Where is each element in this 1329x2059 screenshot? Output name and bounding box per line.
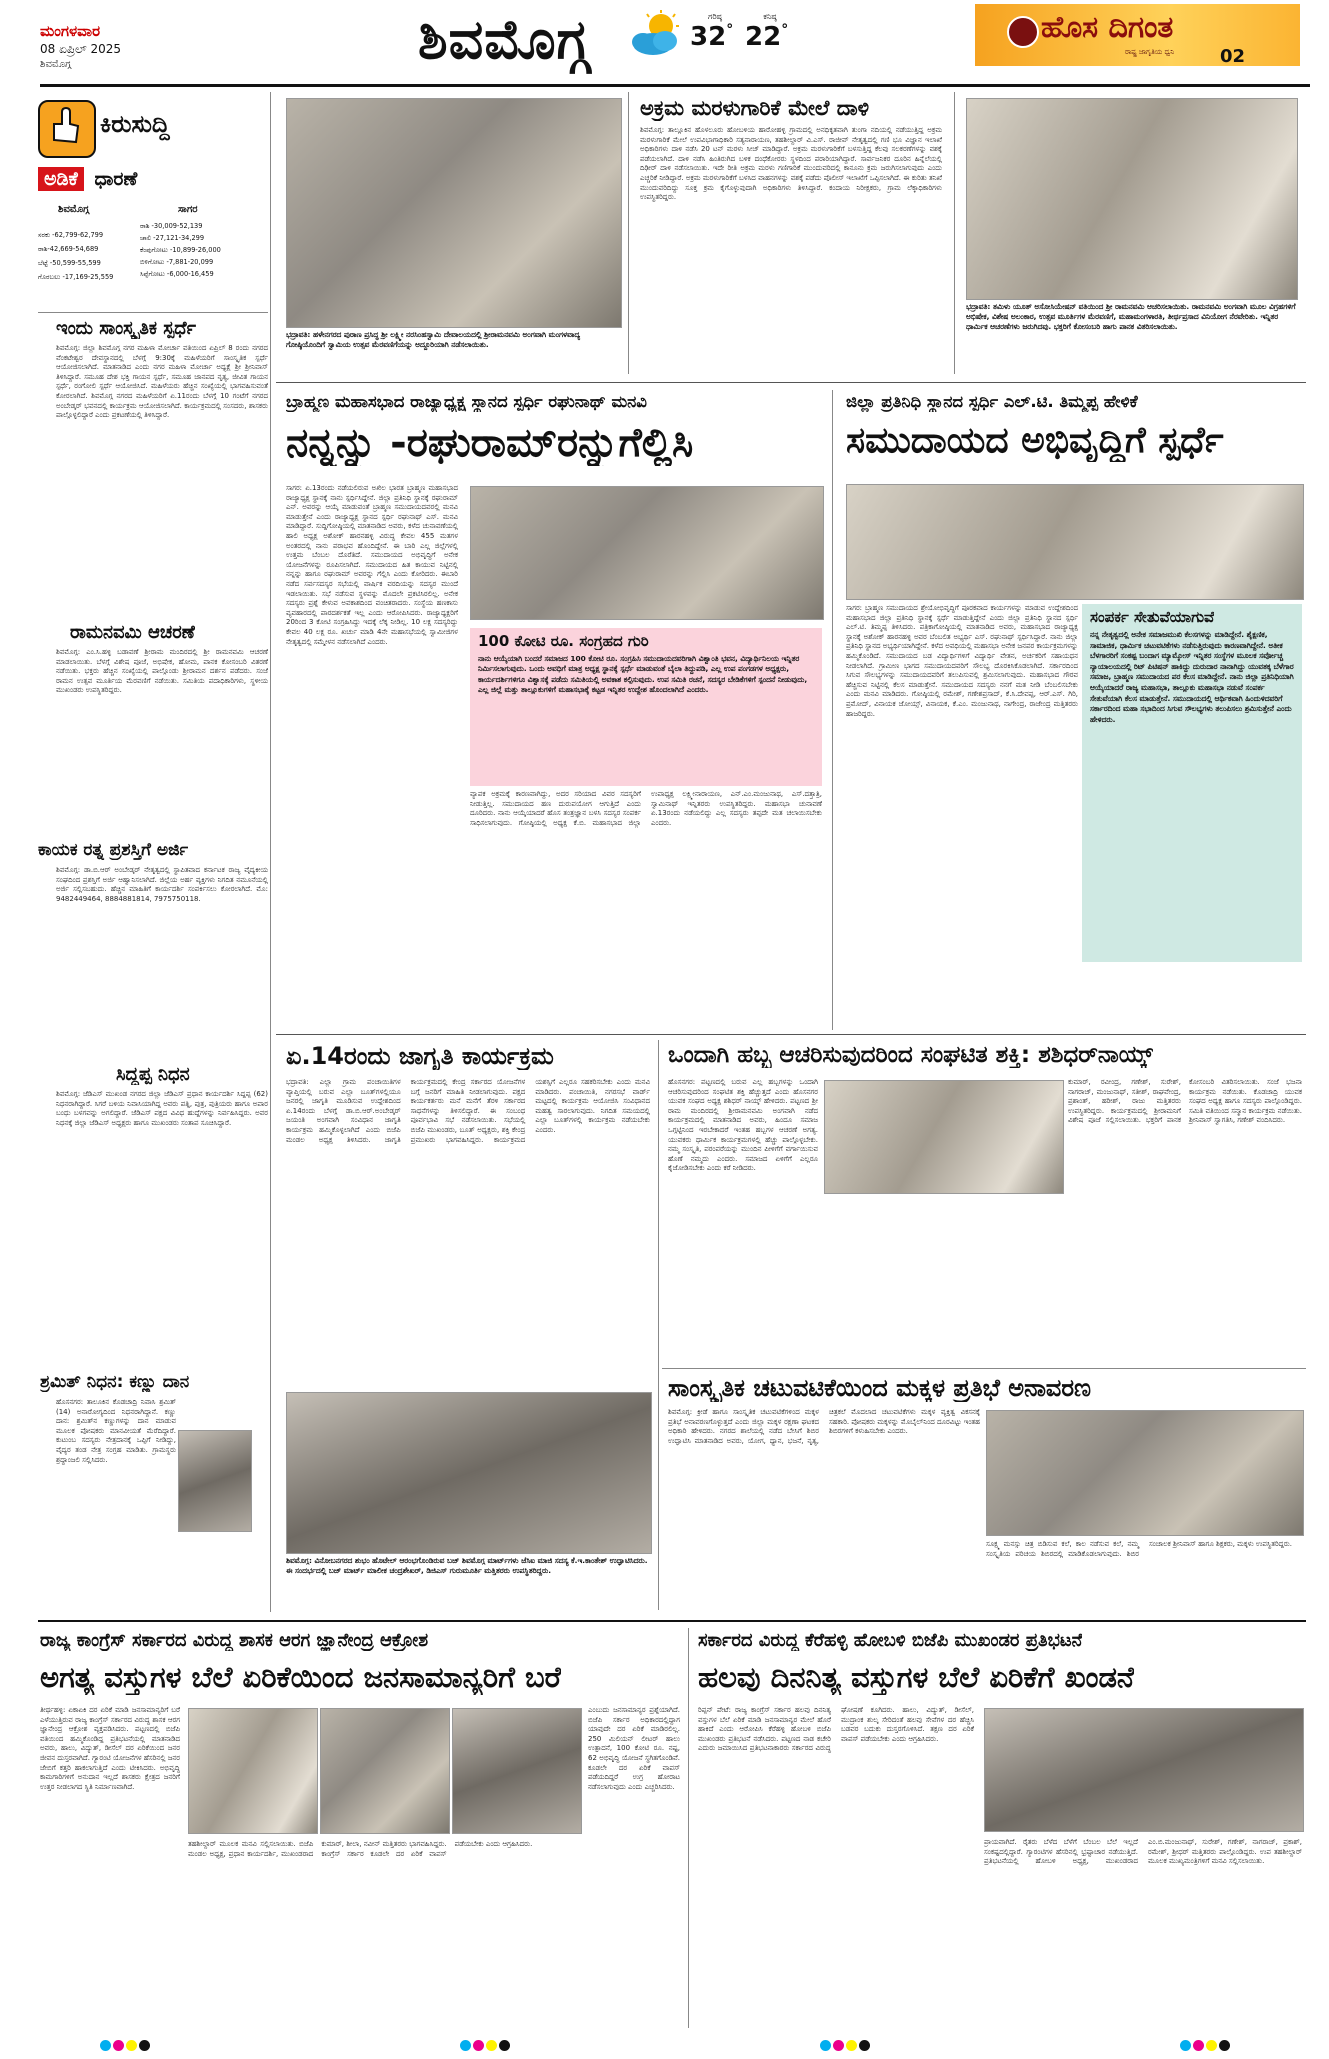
adike-title-b: ಧಾರಣೆ xyxy=(94,168,138,190)
cmyk-dot xyxy=(113,2040,124,2051)
cmyk-dot xyxy=(1180,2040,1191,2051)
bottom-left-kicker: ರಾಜ್ಯ ಕಾಂಗ್ರೆಸ್ ಸರ್ಕಾರದ ವಿರುದ್ಧ ಶಾಸಕ ಆರಗ ಜ್ಞಾನೇಂದ್ರ ಆಕ್ರೋಶ xyxy=(40,1630,429,1651)
city-small-label: ಶಿವಮೊಗ್ಗ xyxy=(40,59,72,70)
min-label: ಕನಿಷ್ಠ xyxy=(763,12,777,21)
habba-headline: ಒಂದಾಗಿ ಹಬ್ಬ ಆಚರಿಸುವುದರಿಂದ ಸಂಘಟಿತ ಶಕ್ತಿ: ಶಶಿಧರ್‌ನಾಯ್ಕ್ xyxy=(668,1042,1153,1068)
top-right-caption: ಭದ್ರಾವತಿ: ತಮಿಳು ಯೂತ್ ಅಸೋಸಿಯೇಷನ್ ವತಿಯಿಂದ ಶ್ರೀ ರಾಮನವಮಿ ಆಚರಿಸಲಾಯಿತು. ರಾಮನವಮಿ ಅಂಗವಾಗಿ ಮೂಲ ವಿಗ್ರಹಗಳಿಗೆ ಅಭಿಷೇಕ, ವಿಶೇಷ ಅಲಂಕಾರ, ಉತ್ಸವ ಮೂರ್ತಿಗಳ ಮೆರವಣಿಗೆ, ಮಹಾಮಂಗಳಾರತಿ, ತೀರ್ಥಪ್ರಸಾದ ವಿನಿಯೋಗ ನೆರವೇರಿತು. ಇನ್ನಿತರ ಧಾರ್ಮಿಕ ಆಚರಣೆಗಳು ಜರುಗಿದವು. ಭಕ್ತರಿಗೆ ಕೋಸಂಬರಿ ಹಾಗು ಪಾನಕ ವಿತರಿಸಲಾಯಿತು. xyxy=(966,302,1296,331)
hand-point-icon xyxy=(38,100,96,158)
adike-title-a: ಅಡಿಕೆ xyxy=(38,167,84,191)
adike-rate-row: ಸಿಪ್ಪೆಗೋಟು -6,000-16,459 xyxy=(140,270,214,278)
adike-rates-box xyxy=(38,168,268,300)
bottom-right-text2: ಪ್ರಾಯವಾಗಿದೆ. ರೈತರು ಬೆಳೆದ ಬೆಳೆಗೆ ಬೆಂಬಲ ಬೆಲೆ ಇಲ್ಲದೆ ಸಂಕಷ್ಟದಲ್ಲಿದ್ದಾರೆ. ಗ್ಯಾರಂಟಿಗಳ ಹೆಸರಿನಲ್ಲಿ ಭ್ರಷ್ಟಾಚಾರ ನಡೆಯುತ್ತಿದೆ. ಪ್ರತಿಭಟನೆಯಲ್ಲಿ ಹೋಬಳಿ ಅಧ್ಯಕ್ಷ, ಮುಖಂಡರಾದ ಎಂ.ಬಿ.ಮಂಜುನಾಥ್, ಸುರೇಶ್, ಗಣೇಶ್, ನಾಗರಾಜ್, ಪ್ರಕಾಶ್, ರಮೇಶ್, ಶ್ರೀಧರ್ ಮತ್ತಿತರರು ಪಾಲ್ಗೊಂಡಿದ್ದರು. ಉಪ ತಹಶೀಲ್ದಾರ್ ಮೂಲಕ ಮುಖ್ಯಮಂತ್ರಿಗಳಿಗೆ ಮನವಿ ಸಲ್ಲಿಸಲಾಯಿತು. xyxy=(984,1838,1302,1866)
habba-text2: ಕುಮಾರ್, ರವೀಂದ್ರ, ಗಣೇಶ್, ಸುರೇಶ್, ನಾಗರಾಜ್, ಮಂಜುನಾಥ್, ಸತೀಶ್, ರಾಘವೇಂದ್ರ, ಪ್ರಶಾಂತ್, ಹರೀಶ್, ರಾಜು ಮತ್ತಿತರರು ಉಪಸ್ಥಿತರಿದ್ದರು. ಕಾರ್ಯಕ್ರಮದಲ್ಲಿ ಶ್ರೀರಾಮನಿಗೆ ವಿಶೇಷ ಪೂಜೆ ಸಲ್ಲಿಸಲಾಯಿತು. ಭಕ್ತರಿಗೆ ಪಾನಕ ಕೋಸಂಬರಿ ವಿತರಿಸಲಾಯಿತು. ಸಂಜೆ ಭಜನಾ ಕಾರ್ಯಕ್ರಮ ನಡೆಯಿತು. ಕೊಡಚಾದ್ರಿ ಯುವಕ ಸಂಘದ ಅಧ್ಯಕ್ಷ ಹಾಗೂ ಸದಸ್ಯರು ಪಾಲ್ಗೊಂಡಿದ್ದರು. ಸಮಿತಿ ವತಿಯಿಂದ ಸನ್ಮಾನ ಕಾರ್ಯಕ್ರಮ ನಡೆಯಿತು. ಶ್ರೀನಿವಾಸ್ ಸ್ವಾಗತಿಸಿ, ಗಣೇಶ್ ವಂದಿಸಿದರು. xyxy=(1068,1078,1302,1125)
masthead-date-block xyxy=(40,22,280,70)
habba-text1: ಹೊಸನಗರ: ಪಟ್ಟಣದಲ್ಲಿ ಬರುವ ಎಲ್ಲ ಹಬ್ಬಗಳನ್ನು ಒಂದಾಗಿ ಆಚರಿಸುವುದರಿಂದ ಸಂಘಟಿತ ಶಕ್ತಿ ಹೆಚ್ಚುತ್ತದೆ ಎಂದು ಹೊಸನಗರ ಯುವಕ ಸಂಘದ ಅಧ್ಯಕ್ಷ ಶಶಿಧರ್ ನಾಯ್ಕ್ ಹೇಳಿದರು. ಪಟ್ಟಣದ ಶ್ರೀ ರಾಮ ಮಂದಿರದಲ್ಲಿ ಶ್ರೀರಾಮನವಮಿ ಅಂಗವಾಗಿ ನಡೆದ ಕಾರ್ಯಕ್ರಮದಲ್ಲಿ ಮಾತನಾಡಿದ ಅವರು, ಹಿಂದೂ ಸಮಾಜ ಒಗ್ಗಟ್ಟಿನಿಂದ ಇರಬೇಕಾದರೆ ಇಂತಹ ಹಬ್ಬಗಳ ಆಚರಣೆ ಅಗತ್ಯ. ಯುವಕರು ಧಾರ್ಮಿಕ ಕಾರ್ಯಕ್ರಮಗಳಲ್ಲಿ ಹೆಚ್ಚು ಪಾಲ್ಗೊಳ್ಳಬೇಕು. ನಮ್ಮ ಸಂಸ್ಕೃತಿ, ಪರಂಪರೆಯನ್ನು ಮುಂದಿನ ಪೀಳಿಗೆಗೆ ವರ್ಗಾಯಿಸುವ ಹೊಣೆ ನಮ್ಮದು ಎಂದರು. ಸಮಾಜದ ಏಳಿಗೆಗೆ ಎಲ್ಲರೂ ಕೈಜೋಡಿಸಬೇಕು ಎಂದು ಕರೆ ನೀಡಿದರು. xyxy=(668,1078,818,1173)
aragajnanendra-protest-photo-3 xyxy=(452,1708,582,1834)
raghu-text2: ವ್ಯಾಪಕ ಅಕ್ರಮಕ್ಕೆ ಕಾರಣವಾಗಿದ್ದು, ಅದರ ಸರಿಯಾದ ವಿವರ ಸದಸ್ಯರಿಗೆ ನೀಡುತ್ತಿಲ್ಲ. ಸಮುದಾಯದ ಹಣ ದುರುಪಯೋಗ ಆಗುತ್ತಿದೆ ಎಂದು ದೂರಿದರು. ನಾನು ಆಯ್ಕೆಯಾದರೆ ಹೊಸ ತಂತ್ರಜ್ಞಾನ ಬಳಸಿ ಸದಸ್ಯರ ಸಂಪರ್ಕ ಸಾಧಿಸಲಾಗುವುದು. ಗೋಷ್ಠಿಯಲ್ಲಿ ಅಧ್ಯಕ್ಷ ಕೆ.ಬಿ. ಮಹಾಸಭಾದ ಜಿಲ್ಲಾ ಉಪಾಧ್ಯಕ್ಷ ಲಕ್ಷ್ಮೀನಾರಾಯಣ, ಎನ್.ಎಂ.ಮಂಜುನಾಥ, ಎಸ್.ದತ್ತಾತ್ರಿ, ಸ್ವಾಮಿನಾಥ್ ಇನ್ನಿತರರು ಉಪಸ್ಥಿತರಿದ್ದರು. ಮಹಾಸಭಾ ಚುನಾವಣೆ ಏ.13ರಂದು ನಡೆಯಲಿದ್ದು ಎಲ್ಲ ಸದಸ್ಯರು ತಪ್ಪದೇ ಮತ ಚಲಾಯಿಸಬೇಕು ಎಂದರು. xyxy=(470,790,822,827)
raghu-press-meet-photo xyxy=(470,486,824,620)
min-temp: 22 xyxy=(745,22,782,52)
adike-rate-row: ಕೆಂಪುಗೋಟು -10,899-26,000 xyxy=(140,246,221,254)
buzz-mart-inauguration-photo xyxy=(286,1392,652,1554)
bottom-right-kicker: ಸರ್ಕಾರದ ವಿರುದ್ಧ ಕೆರೆಹಳ್ಳಿ ಹೋಬಳಿ ಬಿಜೆಪಿ ಮುಖಂಡರ ಪ್ರತಿಭಟನೆ xyxy=(698,1630,1083,1651)
bottom-left-text2: ತಹಶೀಲ್ದಾರ್ ಮೂಲಕ ಮನವಿ ಸಲ್ಲಿಸಲಾಯಿತು. ಬಿಜೆಪಿ ಮಂಡಲ ಅಧ್ಯಕ್ಷ, ಪ್ರಧಾನ ಕಾರ್ಯದರ್ಶಿ, ಮುಖಂಡರಾದ ಕುಮಾರ್, ಶೀಲಾ, ನವೀನ್ ಮತ್ತಿತರರು ಭಾಗವಹಿಸಿದ್ದರು. ಕಾಂಗ್ರೆಸ್ ಸರ್ಕಾರ ಕೂಡಲೇ ದರ ಏರಿಕೆ ವಾಪಸ್ ಪಡೆಯಬೇಕು ಎಂದು ಆಗ್ರಹಿಸಿದರು. xyxy=(188,1840,533,1858)
raghu-highlight-box xyxy=(470,628,822,786)
adike-rate-row: ಗೊರಬಲು -17,169-25,559 xyxy=(38,273,114,281)
paper-tagline: ರಾಷ್ಟ್ರ ಜಾಗೃತಿಯ ಧ್ವನಿ xyxy=(1125,48,1175,56)
adike-right-rates xyxy=(140,220,270,280)
bottom-right-text1: ರಿಪ್ಪನ್ ಪೇಟೆ: ರಾಜ್ಯ ಕಾಂಗ್ರೆಸ್ ಸರ್ಕಾರ ಹಲವು ದಿನನಿತ್ಯ ವಸ್ತುಗಳ ಬೆಲೆ ಏರಿಕೆ ಮಾಡಿ ಜನಸಾಮಾನ್ಯರ ಮೇಲೆ ಹೊರೆ ಹಾಕಿದೆ ಎಂದು ಆರೋಪಿಸಿ ಕೆರೆಹಳ್ಳಿ ಹೋಬಳಿ ಬಿಜೆಪಿ ಮುಖಂಡರು ಪ್ರತಿಭಟನೆ ನಡೆಸಿದರು. ಪಟ್ಟಣದ ನಾಡ ಕಚೇರಿ ಎದುರು ಜಮಾಯಿಸಿದ ಪ್ರತಿಭಟನಾಕಾರರು ಸರ್ಕಾರದ ವಿರುದ್ಧ ಘೋಷಣೆ ಕೂಗಿದರು. ಹಾಲು, ವಿದ್ಯುತ್, ಡೀಸೆಲ್, ಮುದ್ರಾಂಕ ಶುಲ್ಕ ಸೇರಿದಂತೆ ಹಲವು ಸೇವೆಗಳ ದರ ಹೆಚ್ಚಿಸಿ ಬಡವರ ಬದುಕು ದುಸ್ತರಗೊಳಿಸಿದೆ. ತಕ್ಷಣ ದರ ಏರಿಕೆ ವಾಪಸ್ ಪಡೆಯಬೇಕು ಎಂದು ಆಗ್ರಹಿಸಿದರು. xyxy=(698,1706,974,1753)
akrama-text: ಶಿವಮೊಗ್ಗ: ತಾಲ್ಲೂಕಿನ ಹೊಳಲೂರು ಹೋಬಳಿಯ ಹಾರೋಹಳ್ಳಿ ಗ್ರಾಮದಲ್ಲಿ ಅನಧಿಕೃತವಾಗಿ ತುಂಗಾ ನದಿಯಲ್ಲಿ ನಡೆಯುತ್ತಿದ್ದ ಅಕ್ರಮ ಮರಳುಗಾರಿಕೆ ಮೇಲೆ ಉಪವಿಭಾಗಾಧಿಕಾರಿ ಸತ್ಯನಾರಾಯಣ, ತಹಶೀಲ್ದಾರ್ ವಿ.ಎಸ್. ರಾಜೀವ್ ನೇತೃತ್ವದಲ್ಲಿ ಗಣಿ ಭೂ ವಿಜ್ಞಾನ ಇಲಾಖೆ ಅಧಿಕಾರಿಗಳು ದಾಳಿ ನಡೆಸಿ 20 ಟನ್ ಮರಳು ಸೀಜ್ ಮಾಡಿದ್ದಾರೆ. ಅಕ್ರಮ ಮರಳುಗಾರಿಕೆಗೆ ಬಳಸುತ್ತಿದ್ದ ಕೆಲವು ಸಲಕರಣೆಗಳನ್ನು ವಶಕ್ಕೆ ಪಡೆಯಲಾಗಿದೆ. ದಾಳಿ ನಡೆಸಿ ಹಿಂತಿರುಗಿದ ಬಳಿಕ ದಂಧೆಕೋರರು ಸ್ಥಳದಿಂದ ಪರಾರಿಯಾಗಿದ್ದಾರೆ. ಸಾರ್ವಜನಿಕರ ದೂರಿನ ಹಿನ್ನೆಲೆಯಲ್ಲಿ ದಿಢೀರ್ ದಾಳಿ ನಡೆಸಲಾಯಿತು. ಇದೇ ರೀತಿ ಅಕ್ರಮ ಮರಳು ಗಣಿಗಾರಿಕೆ ಮುಂದುವರಿದಲ್ಲಿ ಕಾನೂನು ಕ್ರಮ ಜರುಗಿಸಲಾಗುವುದು ಎಂದು ಎಚ್ಚರಿಕೆ ನೀಡಿದ್ದಾರೆ. ಅಕ್ರಮ ಮರಳುಗಾರಿಕೆಗೆ ಬಳಸಿದ ವಾಹನಗಳನ್ನು ವಶಕ್ಕೆ ಪಡೆದು ಪೊಲೀಸ್ ಇಲಾಖೆಗೆ ಒಪ್ಪಿಸಲಾಗಿದೆ. ಈ ಕುರಿತು ತನಿಖೆ ಮುಂದುವರಿದಿದ್ದು ಸೂಕ್ತ ಕ್ರಮ ಕೈಗೊಳ್ಳುವುದಾಗಿ ಅಧಿಕಾರಿಗಳು ತಿಳಿಸಿದ್ದಾರೆ. ಕಂದಾಯ ನಿರೀಕ್ಷಕರು, ಗ್ರಾಮ ಲೆಕ್ಕಾಧಿಕಾರಿಗಳು ಉಪಸ್ಥಿತರಿದ್ದರು. xyxy=(640,126,942,202)
cmyk-dot xyxy=(833,2040,844,2051)
page-number: 02 xyxy=(1220,46,1246,67)
raghu-text1: ಸಾಗರ: ಏ.13ರಂದು ನಡೆಯಲಿರುವ ಅಖಿಲ ಭಾರತ ಬ್ರಾಹ್ಮಣ ಮಹಾಸಭಾದ ರಾಜ್ಯಾಧ್ಯಕ್ಷ ಸ್ಥಾನಕ್ಕೆ ನಾನು ಸ್ಪರ್ಧಿಸಿದ್ದೇನೆ. ಜಿಲ್ಲಾ ಪ್ರತಿನಿಧಿ ಸ್ಥಾನಕ್ಕೆ ರಘುರಾಮ್ ಎನ್. ಅವರನ್ನು ಆಯ್ಕೆ ಮಾಡುವಂತೆ ಬ್ರಾಹ್ಮಣ ಸಮುದಾಯದವರಲ್ಲಿ ಮನವಿ ಮಾಡುತ್ತೇನೆ ಎಂದು ರಾಜ್ಯಾಧ್ಯಕ್ಷ ಸ್ಥಾನದ ಸ್ಪರ್ಧಿ ರಘುನಾಥ್ ಎಸ್. ಮನವಿ ಮಾಡಿದ್ದಾರೆ. ಸುದ್ದಿಗೋಷ್ಠಿಯಲ್ಲಿ ಮಾತನಾಡಿದ ಅವರು, ಕಳೆದ ಚುನಾವಣೆಯಲ್ಲಿ ಹಾಲಿ ಅಧ್ಯಕ್ಷ ಅಶೋಕ್ ಹಾರನಹಳ್ಳಿ ವಿರುದ್ಧ ಕೇವಲ 455 ಮತಗಳ ಅಂತರದಲ್ಲಿ ನಾನು ಪರಾಭವ ಹೊಂದಿದ್ದೇನೆ. ಈ ಬಾರಿ ಎಲ್ಲ ಜಿಲ್ಲೆಗಳಲ್ಲಿ ಉತ್ತಮ ಬೆಂಬಲ ದೊರೆತಿದೆ. ಸಮುದಾಯದ ಅಭಿವೃದ್ಧಿಗೆ ಅನೇಕ ಯೋಜನೆಗಳನ್ನು ರೂಪಿಸಲಾಗಿದೆ. ಸಮುದಾಯದ ಹಿತ ಕಾಯುವ ನಿಟ್ಟಿನಲ್ಲಿ ನನ್ನನ್ನು ಹಾಗೂ ರಘುರಾಮ್ ಅವರನ್ನು ಗೆಲ್ಲಿಸಿ ಎಂದು ಕೋರಿದರು. ಈಬಾರಿ ನಡೆದ ಸರ್ವಸದಸ್ಯರ ಸಭೆಯಲ್ಲಿ ವಾರ್ಷಿಕ ವರದಿಯನ್ನು ಸದಸ್ಯರ ಮುಂದೆ ಇಡಲಾಯಿತು. ಸಭೆ ನಡೆಸುವ ಸ್ಥಳವನ್ನು ಮೊದಲೇ ಪ್ರಕಟಿಸಿರಲಿಲ್ಲ. ಅನೇಕ ಸದಸ್ಯರು ಪ್ರಶ್ನೆ ಕೇಳುವ ಅವಕಾಶದಿಂದ ವಂಚಿತರಾದರು. ಸಂಸ್ಥೆಯ ಹಣಕಾಸು ವ್ಯವಹಾರದಲ್ಲಿ ಪಾರದರ್ಶಕತೆ ಇಲ್ಲ ಎಂದು ಆರೋಪಿಸಿದರು. ರಾಜ್ಯಾಧ್ಯಕ್ಷರಿಗೆ 20ರಿಂದ 3 ಕೋಟಿ ಸಂಗ್ರಹಿಸಿದ್ದು ಇದಕ್ಕೆ ಲೆಕ್ಕ ನೀಡಿಲ್ಲ. 10 ಲಕ್ಷ ಸದಸ್ಯರಿದ್ದು ಕೇವಲ 40 ಲಕ್ಷ ರೂ. ಖರ್ಚು ಮಾಡಿ 4ನೇ ಮಹಾಸಭೆಯಲ್ಲಿ ಸ್ವಾಮೀಜಿಗಳ ನೇತೃತ್ವದಲ್ಲಿ ಸಮ್ಮೇಳನ ನಡೆಸಲಾಗಿದೆ ಎಂದರು. xyxy=(286,484,458,646)
adike-col1: ಶಿವಮೊಗ್ಗ xyxy=(58,204,90,215)
jagruti-text: ಭದ್ರಾವತಿ: ಎಲ್ಲಾ ಗ್ರಾಮ ಪಂಚಾಯಿತಿಗಳ ವ್ಯಾಪ್ತಿಯಲ್ಲಿ ಬರುವ ಎಲ್ಲಾ ಬೂತ್‌ಗಳಲ್ಲಿಯೂ ಜನರಲ್ಲಿ ಜಾಗೃತಿ ಮೂಡಿಸುವ ಉದ್ದೇಶದಿಂದ ಏ.14ರಂದು ಬೆಳಗ್ಗೆ ಡಾ.ಬಿ.ಆರ್.ಅಂಬೇಡ್ಕರ್ ಜಯಂತಿ ಅಂಗವಾಗಿ ಸಂವಿಧಾನ ಜಾಗೃತಿ ಕಾರ್ಯಕ್ರಮ ಹಮ್ಮಿಕೊಳ್ಳಲಾಗಿದೆ ಎಂದು ಬಿಜೆಪಿ ಮಂಡಲ ಅಧ್ಯಕ್ಷ ತಿಳಿಸಿದರು. ಜಾಗೃತಿ ಕಾರ್ಯಕ್ರಮದಲ್ಲಿ ಕೇಂದ್ರ ಸರ್ಕಾರದ ಯೋಜನೆಗಳ ಬಗ್ಗೆ ಜನರಿಗೆ ಮಾಹಿತಿ ನೀಡಲಾಗುವುದು. ಪಕ್ಷದ ಕಾರ್ಯಕರ್ತರು ಮನೆ ಮನೆಗೆ ತೆರಳಿ ಸರ್ಕಾರದ ಸಾಧನೆಗಳನ್ನು ತಿಳಿಸಲಿದ್ದಾರೆ. ಈ ಸಂಬಂಧ ಪೂರ್ವಭಾವಿ ಸಭೆ ನಡೆಸಲಾಯಿತು. ಸಭೆಯಲ್ಲಿ ಬಿಜೆಪಿ ಮುಖಂಡರು, ಬೂತ್ ಅಧ್ಯಕ್ಷರು, ಶಕ್ತಿ ಕೇಂದ್ರ ಪ್ರಮುಖರು ಭಾಗವಹಿಸಿದ್ದರು. ಕಾರ್ಯಕ್ರಮದ ಯಶಸ್ಸಿಗೆ ಎಲ್ಲರೂ ಸಹಕರಿಸಬೇಕು ಎಂದು ಮನವಿ ಮಾಡಿದರು. ಪಂಚಾಯಿತಿ, ನಗರಸಭೆ ವಾರ್ಡ್ ಮಟ್ಟದಲ್ಲಿ ಕಾರ್ಯಕ್ರಮ ಆಯೋಜಿಸಿ ಸಂವಿಧಾನದ ಮಹತ್ವ ಸಾರಲಾಗುವುದು. ನಿಗದಿತ ಸಮಯದಲ್ಲಿ ಎಲ್ಲಾ ಬೂತ್‌ಗಳಲ್ಲಿ ಕಾರ್ಯಕ್ರಮ ನಡೆಯಬೇಕು ಎಂದರು. xyxy=(286,1078,650,1144)
temple-procession-photo xyxy=(286,98,622,328)
jagruti-headline: ಏ.14ರಂದು ಜಾಗೃತಿ ಕಾರ್ಯಕ್ರಮ xyxy=(286,1042,554,1070)
cmyk-dot xyxy=(1206,2040,1217,2051)
masthead xyxy=(0,0,1329,82)
sanskruti-headline: ಸಾಂಸ್ಕೃತಿಕ ಚಟುವಟಿಕೆಯಿಂದ ಮಕ್ಕಳ ಪ್ರತಿಭೆ ಅನಾವರಣ xyxy=(668,1374,1092,1402)
children-camp-photo xyxy=(986,1410,1304,1536)
raghu-kicker: ಬ್ರಾಹ್ಮಣ ಮಹಾಸಭಾದ ರಾಜ್ಯಾಧ್ಯಕ್ಷ ಸ್ಥಾನದ ಸ್ಪರ್ಧಿ ರಘುನಾಥ್ ಮನವಿ xyxy=(286,392,647,411)
sidebar-h4: ಸಿದ್ದಪ್ಪ ನಿಧನ xyxy=(116,1064,190,1085)
aragajnanendra-protest-photo-2 xyxy=(320,1708,450,1834)
cmyk-dot xyxy=(486,2040,497,2051)
masthead-city-title: ಶಿವಮೊಗ್ಗ xyxy=(418,8,590,71)
sidebar-h3: ಕಾಯಕ ರತ್ನ ಪ್ರಶಸ್ತಿಗೆ ಅರ್ಜಿ xyxy=(38,840,189,860)
sidebar-t5-a: ಹೊಸನಗರ: ತಾಲೂಕಿನ ಕೊಡಚಾದ್ರಿ ನಿವಾಸಿ ಶ್ರಮಿತ್ (14) ಅನಾರೋಗ್ಯದಿಂದ ನಿಧನರಾಗಿದ್ದಾನೆ. ಕಣ್ಣು ದಾನ: ಶ್ರಮಿತ್‌ನ ಕಣ್ಣುಗಳನ್ನು ದಾನ ಮಾಡುವ ಮೂಲಕ ಪೋಷಕರು ಮಾನವೀಯತೆ ಮೆರೆದಿದ್ದಾರೆ. ಕುಟುಂಬ ಸದಸ್ಯರು ನೇತ್ರದಾನಕ್ಕೆ ಒಪ್ಪಿಗೆ ನೀಡಿದ್ದು, ವೈದ್ಯರ ತಂಡ ನೇತ್ರ ಸಂಗ್ರಹ ಮಾಡಿತು. ಗ್ರಾಮಸ್ಥರು ಶ್ರದ್ಧಾಂಜಲಿ ಸಲ್ಲಿಸಿದರು. xyxy=(56,1398,176,1464)
cmyk-dot xyxy=(820,2040,831,2051)
paper-name: ಹೊಸ ದಿಗಂತ xyxy=(1041,10,1174,45)
timmappa-box-text: ನನ್ನ ನೇತೃತ್ವದಲ್ಲಿ ಅನೇಕ ಸಮಾಜಮುಖಿ ಕೆಲಸಗಳನ್ನು ಮಾಡಿದ್ದೇನೆ. ಶೈಕ್ಷಣಿಕ, ಸಾಮಾಜಿಕ, ಧಾರ್ಮಿಕ ಚಟುವಟಿಕೆಗಳು ನಡೆಸುತ್ತಿರುವುದು ಕಾರಣವಾಗಿದ್ದೇನೆ. ಅತೀಕ ಬೆಳಗಾರರಿಗೆ ಸಂಕಷ್ಟ ಬಂದಾಗ ಮ್ಯಾಮ್ಕೋಸ್ ಇನ್ನಿತರ ಸಂಸ್ಥೆಗಳ ಮೂಲಕ ಸರ್ವೋಚ್ಚ ನ್ಯಾಯಾಲಯದಲ್ಲಿ ರಿಟ್ ಪಿಟಿಷನ್ ಹಾಕಿದ್ದು ದುರುದಾರ ನಾನಾಗಿದ್ದು ಯುವತಕ್ಕ ಬೆಳೆಗಾರ ಸಮಾಜ, ಬ್ರಾಹ್ಮಣ ಸಮುದಾಯದ ಪರ ಕೆಲಸ ಮಾಡಿದ್ದೇನೆ. ನಾನು ಜಿಲ್ಲಾ ಪ್ರತಿನಿಧಿಯಾಗಿ ಆಯ್ಕೆಯಾದರೆ ರಾಜ್ಯ ಮಹಾಸಭಾ, ತಾಲ್ಲೂಕು ಮಹಾಸಭಾ ನಡುವೆ ಸಂಪರ್ಕ ಸೇತುವೆಯಾಗಿ ಕೆಲಸ ಮಾಡುತ್ತೇನೆ. ಸಮುದಾಯದಲ್ಲಿ ಆರ್ಥಿಕವಾಗಿ ಹಿಂದುಳಿದವರಿಗೆ ಸರ್ಕಾರದಿಂದ ಮಹಾ ಸಭಾದಿಂದ ಸಿಗುವ ಸೌಲಭ್ಯಗಳು ತಲುಪಿಸಲು ಶ್ರಮಿಸುತ್ತೇನೆ ಎಂದು ಹೇಳಿದರು. xyxy=(1090,630,1294,724)
sanskruti-text2: ಸೂಕ್ಷ್ಮ ಮನಸ್ಸು ಚಿತ್ರ ಬಿಡಿಸುವ ಕಲೆ, ಕಾಲ ನಡೆಸುವ ಕಲೆ, ನಮ್ಮ ಸಂಸ್ಕೃತಿಯ ಪರಿಚಯ ಶಿಬಿರದಲ್ಲಿ ಮಾಡಿಕೊಡಲಾಗುವುದು. ಶಿಬಿರ ಸಂಚಾಲಕ ಶ್ರೀನಿವಾಸ್ ಹಾಗೂ ಶಿಕ್ಷಕರು, ಮಕ್ಕಳು ಉಪಸ್ಥಿತರಿದ್ದರು. xyxy=(986,1540,1293,1558)
timmappa-text: ಸಾಗರ: ಬ್ರಾಹ್ಮಣ ಸಮುದಾಯದ ಶ್ರೇಯೋಭಿವೃದ್ಧಿಗೆ ಪೂರಕವಾದ ಕಾರ್ಯಗಳನ್ನು ಮಾಡುವ ಉದ್ದೇಶದಿಂದ ಮಹಾಸಭಾದ ಜಿಲ್ಲಾ ಪ್ರತಿನಿಧಿ ಸ್ಥಾನಕ್ಕೆ ಸ್ಪರ್ಧೆ ಮಾಡುತ್ತಿದ್ದೇನೆ ಎಂದು ಜಿಲ್ಲಾ ಪ್ರತಿನಿಧಿ ಸ್ಥಾನದ ಸ್ಪರ್ಧಿ ಎಲ್.ಟಿ. ತಿಮ್ಮಪ್ಪ ತಿಳಿಸಿದರು. ಪತ್ರಿಕಾಗೋಷ್ಠಿಯಲ್ಲಿ ಮಾತನಾಡಿದ ಅವರು, ಮಹಾಸಭಾದ ರಾಜ್ಯಾಧ್ಯಕ್ಷ ಸ್ಥಾನಕ್ಕೆ ಅಶೋಕ್ ಹಾರನಹಳ್ಳಿ ಅವರ ಬೆಂಬಲಿತ ಅಭ್ಯರ್ಥಿ ಎಸ್. ರಘುನಾಥ್ ಸ್ಪರ್ಧಿಸಿದ್ದಾರೆ. ನಾನು ಜಿಲ್ಲಾ ಪ್ರತಿನಿಧಿ ಸ್ಥಾನದ ಅಭ್ಯರ್ಥಿಯಾಗಿದ್ದೇನೆ. ಕಳೆದ ಅವಧಿಯಲ್ಲಿ ಮಹಾಸಭಾ ಅನೇಕ ಜನಪರ ಕಾರ್ಯಕ್ರಮಗಳನ್ನು ಹಮ್ಮಿಕೊಂಡಿದೆ. ಸಮುದಾಯದ ಬಡ ವಿದ್ಯಾರ್ಥಿಗಳಿಗೆ ವಿದ್ಯಾರ್ಥಿ ವೇತನ, ಅರ್ಚಕರಿಗೆ ಸಹಾಯಧನ ನೀಡಲಾಗಿದೆ. ಗ್ರಾಮೀಣ ಭಾಗದ ಸಮುದಾಯದವರಿಗೆ ಸೌಲಭ್ಯ ದೊರಕಿಸಿಕೊಡಲಾಗಿದೆ. ಸರ್ಕಾರದಿಂದ ಸಿಗುವ ಸೌಲಭ್ಯಗಳನ್ನು ಸಮುದಾಯದವರಿಗೆ ತಲುಪಿಸುವಲ್ಲಿ ಶ್ರಮಿಸಲಾಗುವುದು. ಮಹಾಸಭಾದ ಗೌರವ ಹೆಚ್ಚಿಸುವ ನಿಟ್ಟಿನಲ್ಲಿ ಕೆಲಸ ಮಾಡುತ್ತೇನೆ. ಸಮುದಾಯದ ಸದಸ್ಯರು ನನಗೆ ಮತ ನೀಡಿ ಬೆಂಬಲಿಸಬೇಕು ಎಂದು ಮನವಿ ಮಾಡಿದರು. ಗೋಷ್ಠಿಯಲ್ಲಿ ರಮೇಶ್, ಗಣೇಶಪ್ರಸಾದ್, ಕೆ.ಸಿ.ದೇವಪ್ಪ, ಆರ್.ಎಸ್. ಗಿರಿ, ಪ್ರಮೋದ್, ವಿನಾಯಕ ಜೋಯ್ಸ್, ವಿನಾಯಕ, ಕೆ.ಎಂ. ಮಂಜುನಾಥ, ನಾಗೇಂದ್ರ, ರಾಜೇಂದ್ರ ಮತ್ತಿತರರು ಹಾಜರಿದ್ದರು. xyxy=(846,604,1078,718)
kerehalli-protest-photo xyxy=(984,1708,1304,1832)
akrama-headline: ಅಕ್ರಮ ಮರಳುಗಾರಿಕೆ ಮೇಲೆ ದಾಳಿ xyxy=(640,96,870,120)
adike-rate-row: ಚಾಲಿ -27,121-34,299 xyxy=(140,234,205,242)
raghu-box-text: ನಾನು ಆಯ್ಕೆಯಾಗಿ ಬಂದರೆ ಸಮಾಜದ 100 ಕೋಟಿ ರೂ. ಸಂಗ್ರಹಿಸಿ ಸಮುದಾಯದವರಿಗಾಗಿ ವಿಶ್ವಾಂತಿ ಭವನ, ವಿದ್ಯಾರ್ಥಿನಿಲಯ ಇನ್ನಿತರ ನಿರ್ಮಿಸಲಾಗುವುದು. ಒಂದು ಅವಧಿಗೆ ಮಾತ್ರ ಅಧ್ಯಕ್ಷ ಸ್ಥಾನಕ್ಕೆ ಸ್ಪರ್ಧೆ ಮಾಡುವಂತೆ ಬೈಲಾ ತಿದ್ದುಪಡಿ, ಎಲ್ಲ ಉಪ ಪಂಗಡಗಳ ಅಧ್ಯಕ್ಷರು, ಕಾರ್ಯದರ್ಶಿಗಳಿಗೂ ವಿಶ್ವಾಸಕ್ಕೆ ಪಡೆದು ಸಮಿತಿಯಲ್ಲಿ ಅವಕಾಶ ಕಲ್ಪಿಸುವುದು. ಉಪ ಸಮಿತಿ ರಚನೆ, ಸದಸ್ಯರ ಬೇಡಿಕೆಗಳಿಗೆ ಸ್ಪಂದನೆ ನೀಡುವುದು, ಎಲ್ಲ ಜಿಲ್ಲೆ ಮತ್ತು ತಾಲ್ಲೂಕುಗಳಿಗೆ ಮಹಾಸಭಾಕ್ಕೆ ಕಟ್ಟಡ ಇನ್ನಿತರ ಉದ್ದೇಶ ಹೊಂದಲಾಗಿದೆ ಎಂದರು. xyxy=(478,654,808,695)
cmyk-dot xyxy=(859,2040,870,2051)
cmyk-dot xyxy=(460,2040,471,2051)
sanskruti-text1: ಶಿವಮೊಗ್ಗ: ಕ್ರೀಡೆ ಹಾಗೂ ಸಾಂಸ್ಕೃತಿಕ ಚಟುವಟಿಕೆಗಳಿಂದ ಮಕ್ಕಳ ಪ್ರತಿಭೆ ಅನಾವರಣಗೊಳ್ಳುತ್ತದೆ ಎಂದು ಜಿಲ್ಲಾ ಮಕ್ಕಳ ರಕ್ಷಣಾ ಘಟಕದ ಅಧಿಕಾರಿ ಹೇಳಿದರು. ನಗರದ ಶಾಲೆಯಲ್ಲಿ ನಡೆದ ಬೇಸಿಗೆ ಶಿಬಿರ ಉದ್ಘಾಟಿಸಿ ಮಾತನಾಡಿದ ಅವರು, ಯೋಗ, ಧ್ಯಾನ, ಭಜನೆ, ನೃತ್ಯ, ಚಿತ್ರಕಲೆ ಮೊದಲಾದ ಚಟುವಟಿಕೆಗಳು ಮಕ್ಕಳ ವ್ಯಕ್ತಿತ್ವ ವಿಕಸನಕ್ಕೆ ಸಹಕಾರಿ. ಪೋಷಕರು ಮಕ್ಕಳನ್ನು ಮೊಬೈಲ್‌ನಿಂದ ದೂರವಿಟ್ಟು ಇಂತಹ ಶಿಬಿರಗಳಿಗೆ ಕಳುಹಿಸಬೇಕು ಎಂದರು. xyxy=(668,1408,980,1445)
min-temp-block xyxy=(745,12,795,52)
sidebar-t4: ಶಿವಮೊಗ್ಗ: ಜೆಡಿಎಸ್ ಮುಖಂಡ ನಗರದ ಜಿಲ್ಲಾ ಜೆಡಿಎಸ್ ಪ್ರಧಾನ ಕಾರ್ಯದರ್ಶಿ ಸಿದ್ದಪ್ಪ (62) ನಿಧನರಾಗಿದ್ದಾರೆ. ಸಿಗರೆ ಬಳಿಯ ನಿವಾಸಿಯಾಗಿದ್ದ ಅವರು ಪತ್ನಿ, ಪುತ್ರ, ಪುತ್ರಿಯರು ಹಾಗೂ ಅಪಾರ ಬಂಧು ಬಳಗವನ್ನು ಅಗಲಿದ್ದಾರೆ. ಜೆಡಿಎಸ್ ಪಕ್ಷದ ವಿವಿಧ ಹುದ್ದೆಗಳನ್ನು ನಿರ್ವಹಿಸಿದ್ದರು. ಅವರ ನಿಧನಕ್ಕೆ ಜಿಲ್ಲಾ ಜೆಡಿಎಸ್ ಅಧ್ಯಕ್ಷರು ಹಾಗೂ ಮುಖಂಡರು ಸಂತಾಪ ಸೂಚಿಸಿದ್ದಾರೆ. xyxy=(56,1090,268,1127)
adike-rate-row: ಬೆಟ್ಟೆ -50,599-55,599 xyxy=(38,259,101,267)
shramith-portrait xyxy=(178,1430,252,1532)
sidebar-h1: ಇಂದು ಸಾಂಸ್ಕೃತಿಕ ಸ್ಪರ್ಧೆ xyxy=(56,318,196,339)
sidebar-t5-b xyxy=(56,1526,268,1604)
adike-rate-row: ಬಿಳಿಗೋಟು -7,881-20,099 xyxy=(140,258,214,266)
paper-emblem-icon xyxy=(1007,16,1039,48)
cmyk-dot xyxy=(139,2040,150,2051)
timmappa-box-title: ಸಂಪರ್ಕ ಸೇತುವೆಯಾಗುವೆ xyxy=(1090,608,1215,626)
day-label: ಮಂಗಳವಾರ xyxy=(40,22,101,40)
sidebar-t2: ಶಿವಮೊಗ್ಗ: ಎಂ.ಸಿ.ಹಳ್ಳಿ ಬಡಾವಣೆ ಶ್ರೀರಾಮ ಮಂದಿರದಲ್ಲಿ ಶ್ರೀ ರಾಮನವಮಿ ಆಚರಣೆ ಮಾಡಲಾಯಿತು. ಬೆಳಗ್ಗೆ ವಿಶೇಷ ಪೂಜೆ, ಅಭಿಷೇಕ, ಹೋಮ, ಪಾನಕ ಕೋಸಂಬರಿ ವಿತರಣೆ ನಡೆಯಿತು. ಭಕ್ತರು ಹೆಚ್ಚಿನ ಸಂಖ್ಯೆಯಲ್ಲಿ ಪಾಲ್ಗೊಂಡು ಶ್ರೀರಾಮನ ದರ್ಶನ ಪಡೆದರು. ಸಂಜೆ ರಾಮನ ಉತ್ಸವ ಮೂರ್ತಿಯ ಮೆರವಣಿಗೆ ನಡೆಯಿತು. ಸಮಿತಿಯ ಪದಾಧಿಕಾರಿಗಳು, ಸ್ಥಳೀಯ ಮುಖಂಡರು ಉಪಸ್ಥಿತರಿದ್ದರು. xyxy=(56,648,268,695)
raghu-headline: ನನ್ನನ್ನು -ರಘುರಾಮ್‌ರನ್ನುಗೆಲ್ಲಿಸಿ xyxy=(286,420,694,466)
top-left-caption: ಭದ್ರಾವತಿ: ಹಳೇನಗರದ ಪುರಾಣ ಪ್ರಸಿದ್ಧ ಶ್ರೀ ಲಕ್ಷ್ಮೀ ನರಸಿಂಹಸ್ವಾಮಿ ದೇವಾಲಯದಲ್ಲಿ ಶ್ರೀರಾಮನವಮಿ ಅಂಗವಾಗಿ ಮಂಗಳವಾದ್ಯ ಗೋಷ್ಠಿಯೊಂದಿಗೆ ಸ್ವಾಮಿಯ ಉತ್ಸವ ಮೆರವಣಿಗೆಯನ್ನು ಅದ್ದೂರಿಯಾಗಿ ನಡೆಸಲಾಯಿತು. xyxy=(286,330,581,349)
sidebar-h5: ಶ್ರಮಿತ್ ನಿಧನ: ಕಣ್ಣು ದಾನ xyxy=(40,1372,190,1392)
habba-group-photo xyxy=(824,1080,1064,1194)
jagruti-caption: ಶಿವಮೊಗ್ಗ: ವಿನೋಬನಗರದ ಶುಭಂ ಹೊಟೇಲ್ ಆರಂಭಗೊಂಡಿರುವ ಬಜ್ ಶಿವಮೊಗ್ಗ ಮಾರ್ಟ್‌ಗಳು ಜೆಸಿಐ ಮಾಜಿ ಸದಸ್ಯ ಕೆ.ಇ.ಕಾಂತೇಶ್ ಉದ್ಘಾಟಿಸಿದರು. ಈ ಸಂದರ್ಭದಲ್ಲಿ ಬಜ್ ಮಾರ್ಟ್ ಮಾಲೀಕ ಚಂದ್ರಶೇಖರ್, ಡಿಜಿಎಸ್ ಗುರುಮೂರ್ತಿ ಮತ್ತಿತರರು ಉಪಸ್ಥಿತರಿದ್ದರು. xyxy=(286,1556,648,1575)
cmyk-marks xyxy=(0,2040,1329,2054)
cmyk-dot xyxy=(499,2040,510,2051)
adike-left-rates xyxy=(38,228,143,284)
adike-rate-row: ಸರಕು -62,799-62,799 xyxy=(38,231,104,239)
temple-gathering-photo xyxy=(966,98,1298,300)
sidebar-h2: ರಾಮನವಮಿ ಆಚರಣೆ xyxy=(70,622,195,643)
timmappa-highlight-box xyxy=(1082,604,1302,962)
max-temp-block xyxy=(690,12,740,52)
paper-logo-panel xyxy=(975,4,1300,66)
timmappa-headline: ಸಮುದಾಯದ ಅಭಿವೃದ್ಧಿಗೆ ಸ್ಪರ್ಧೆ xyxy=(846,420,1224,461)
max-label: ಗರಿಷ್ಠ xyxy=(708,12,722,21)
sidebar-t1: ಶಿವಮೊಗ್ಗ: ಜಿಲ್ಲಾ ಶಿವಮೊಗ್ಗ ನಗರ ಮಹಿಳಾ ಮೋರ್ಚಾ ವತಿಯಿಂದ ಏಪ್ರಿಲ್ 8 ರಂದು ನಗರದ ವೆಂಕಟೇಶ್ವರ ದೇವಸ್ಥಾನದಲ್ಲಿ ಬೆಳಗ್ಗೆ 9:30ಕ್ಕೆ ಮಹಿಳೆಯರಿಗೆ ಸಾಂಸ್ಕೃತಿಕ ಸ್ಪರ್ಧೆ ಆಯೋಜಿಸಲಾಗಿದೆ. ಮಾತನಾಡಿದ ಎಂದು ನಗರ ಮಹಿಳಾ ಮೋರ್ಚಾ ಅಧ್ಯಕ್ಷೆ ಶ್ರೀ ಶ್ರೀನಿವಾಸ್ ತಿಳಿಸಿದ್ದಾರೆ. ಸಮೂಹ ದೇಶ ಭಕ್ತಿ ಗಾಯನ ಸ್ಪರ್ಧೆ, ಸಮೂಹ ಜಾನಪದ ನೃತ್ಯ, ಜೀವಿತ ಗಾಯನ ಸ್ಪರ್ಧೆ, ರಂಗೋಲಿ ಸ್ಪರ್ಧೆ ಆಯೋಜಿಸಿದೆ. ಮಹಿಳೆಯರು ಹೆಚ್ಚಿನ ಸಂಖ್ಯೆಯಲ್ಲಿ ಭಾಗವಹಿಸುವಂತೆ ಕೋರಲಾಗಿದೆ. ಶಿವಮೊಗ್ಗ ನಗರದ ಮಹಿಳೆಯರಿಗೆ ಏ.11ರಂದು ಬೆಳಗ್ಗೆ 10 ಗಂಟೆಗೆ ನಗರದ ಅಂಬೇಡ್ಕರ್ ಭವನದಲ್ಲಿ ಕಾರ್ಯಕ್ರಮ ಆಯೋಜಿಸಲಾಗಿದೆ. ಕಾರ್ಯಕ್ರಮದಲ್ಲಿ ಸಂಸದರು, ಶಾಸಕರು ಪಾಲ್ಗೊಳ್ಳಲಿದ್ದಾರೆ ಎಂದು ಪ್ರಕಟಣೆಯಲ್ಲಿ ತಿಳಿಸಿದ್ದಾರೆ. xyxy=(56,344,268,420)
bottom-left-text3: ಎಂಬುದು ಜನಸಾಮಾನ್ಯರ ಪ್ರಶ್ನೆಯಾಗಿದೆ. ಬಿಜೆಪಿ ಸರ್ಕಾರ ಅಧಿಕಾರದಲ್ಲಿದ್ದಾಗ ಯಾವುದೇ ದರ ಏರಿಕೆ ಮಾಡಿರಲಿಲ್ಲ. 250 ಮಿಲಿಯನ್ ಲೀಟರ್ ಹಾಲು ಉತ್ಪಾದನೆ, 100 ಕೋಟಿ ರೂ. ನಷ್ಟ, 62 ಅಭಿವೃದ್ಧಿ ಯೋಜನೆ ಸ್ಥಗಿತಗೊಂಡಿವೆ. ಕೂಡಲೇ ದರ ಏರಿಕೆ ವಾಪಸ್ ಪಡೆಯದಿದ್ದರೆ ಉಗ್ರ ಹೋರಾಟ ನಡೆಸಲಾಗುವುದು ಎಂದು ಎಚ್ಚರಿಸಿದರು. xyxy=(588,1706,680,1791)
cmyk-dot xyxy=(126,2040,137,2051)
cmyk-dot xyxy=(1219,2040,1230,2051)
bottom-left-headline: ಅಗತ್ಯ ವಸ್ತುಗಳ ಬೆಲೆ ಏರಿಕೆಯಿಂದ ಜನಸಾಮಾನ್ಯರಿಗೆ ಬರೆ xyxy=(40,1660,562,1694)
cmyk-dot xyxy=(100,2040,111,2051)
cmyk-dot xyxy=(846,2040,857,2051)
min-deg: ° xyxy=(781,22,789,38)
aragajnanendra-protest-photo-1 xyxy=(188,1708,318,1834)
kirusuddi-badge xyxy=(38,100,258,154)
adike-rate-row: ರಾಶಿ-42,669-54,689 xyxy=(38,245,99,253)
bottom-right-headline: ಹಲವು ದಿನನಿತ್ಯ ವಸ್ತುಗಳ ಬೆಲೆ ಏರಿಕೆಗೆ ಖಂಡನೆ xyxy=(698,1660,1135,1694)
date-label: 08 ಏಪ್ರಿಲ್ 2025 xyxy=(40,42,122,56)
max-deg: ° xyxy=(726,22,734,38)
timmappa-kicker: ಜಿಲ್ಲಾ ಪ್ರತಿನಿಧಿ ಸ್ಥಾನದ ಸ್ಪರ್ಧಿ ಎಲ್.ಟಿ. ತಿಮ್ಮಪ್ಪ ಹೇಳಿಕೆ xyxy=(846,392,1138,411)
sidebar-t3: ಶಿವಮೊಗ್ಗ: ಡಾ.ಬಿ.ಆರ್ ಅಂಬೇಡ್ಕರ್ ನೇತೃತ್ವದಲ್ಲಿ ಸ್ಥಾಪಿತವಾದ ಕರ್ನಾಟಕ ರಾಜ್ಯ ವೈದ್ಯಕೀಯ ಸಂಘದಿಂದ ಪ್ರಶಸ್ತಿಗೆ ಅರ್ಜಿ ಆಹ್ವಾನಿಸಲಾಗಿದೆ. ಜಿಲ್ಲೆಯ ಅರ್ಹ ವ್ಯಕ್ತಿಗಳು ನಿಗದಿತ ನಮೂನೆಯಲ್ಲಿ ಅರ್ಜಿ ಸಲ್ಲಿಸಬಹುದು. ಹೆಚ್ಚಿನ ಮಾಹಿತಿಗೆ ಕಾರ್ಯದರ್ಶಿ ಸಂಪರ್ಕಿಸಲು ಕೋರಲಾಗಿದೆ. ಮೊ: 9482449464, 8884881814, 7975750118. xyxy=(56,866,268,903)
bottom-left-text1: ತೀರ್ಥಹಳ್ಳಿ: ಏಕಾಏಕಿ ದರ ಏರಿಕೆ ಮಾಡಿ ಜನಸಾಮಾನ್ಯರಿಗೆ ಬರೆ ಎಳೆಯುತ್ತಿರುವ ರಾಜ್ಯ ಕಾಂಗ್ರೆಸ್ ಸರ್ಕಾರದ ವಿರುದ್ಧ ಶಾಸಕ ಆರಗ ಜ್ಞಾನೇಂದ್ರ ಆಕ್ರೋಶ ವ್ಯಕ್ತಪಡಿಸಿದರು. ಪಟ್ಟಣದಲ್ಲಿ ಬಿಜೆಪಿ ವತಿಯಿಂದ ಹಮ್ಮಿಕೊಂಡಿದ್ದ ಪ್ರತಿಭಟನೆಯಲ್ಲಿ ಮಾತನಾಡಿದ ಅವರು, ಹಾಲು, ವಿದ್ಯುತ್, ಡೀಸೆಲ್ ದರ ಏರಿಕೆಯಿಂದ ಜನರ ಜೀವನ ದುಸ್ತರವಾಗಿದೆ. ಗ್ಯಾರಂಟಿ ಯೋಜನೆಗಳ ಹೆಸರಿನಲ್ಲಿ ಜನರ ಜೇಬಿಗೆ ಕತ್ತರಿ ಹಾಕಲಾಗುತ್ತಿದೆ ಎಂದು ಟೀಕಿಸಿದರು. ಅಭಿವೃದ್ಧಿ ಕಾಮಗಾರಿಗಳಿಗೆ ಅನುದಾನ ಇಲ್ಲದೆ ಶಾಸಕರು ಕ್ಷೇತ್ರದ ಜನರಿಗೆ ಉತ್ತರ ನೀಡಲಾಗದ ಸ್ಥಿತಿ ನಿರ್ಮಾಣವಾಗಿದೆ. xyxy=(40,1706,180,1791)
timmappa-press-meet-photo xyxy=(846,484,1304,600)
raghu-box-title: 100 ಕೋಟಿ ರೂ. ಸಂಗ್ರಹದ ಗುರಿ xyxy=(478,632,649,650)
weather-cloud-icon xyxy=(625,10,685,60)
kirusuddi-title: ಕಿರುಸುದ್ದಿ xyxy=(100,110,170,138)
adike-col2: ಸಾಗರ xyxy=(178,204,198,215)
habba-text-mid xyxy=(824,1196,1062,1362)
adike-rate-row: ರಾಶಿ -30,009-52,139 xyxy=(140,222,203,230)
cmyk-dot xyxy=(473,2040,484,2051)
max-temp: 32 xyxy=(690,22,727,52)
cmyk-dot xyxy=(1193,2040,1204,2051)
masthead-rule xyxy=(40,84,1310,87)
